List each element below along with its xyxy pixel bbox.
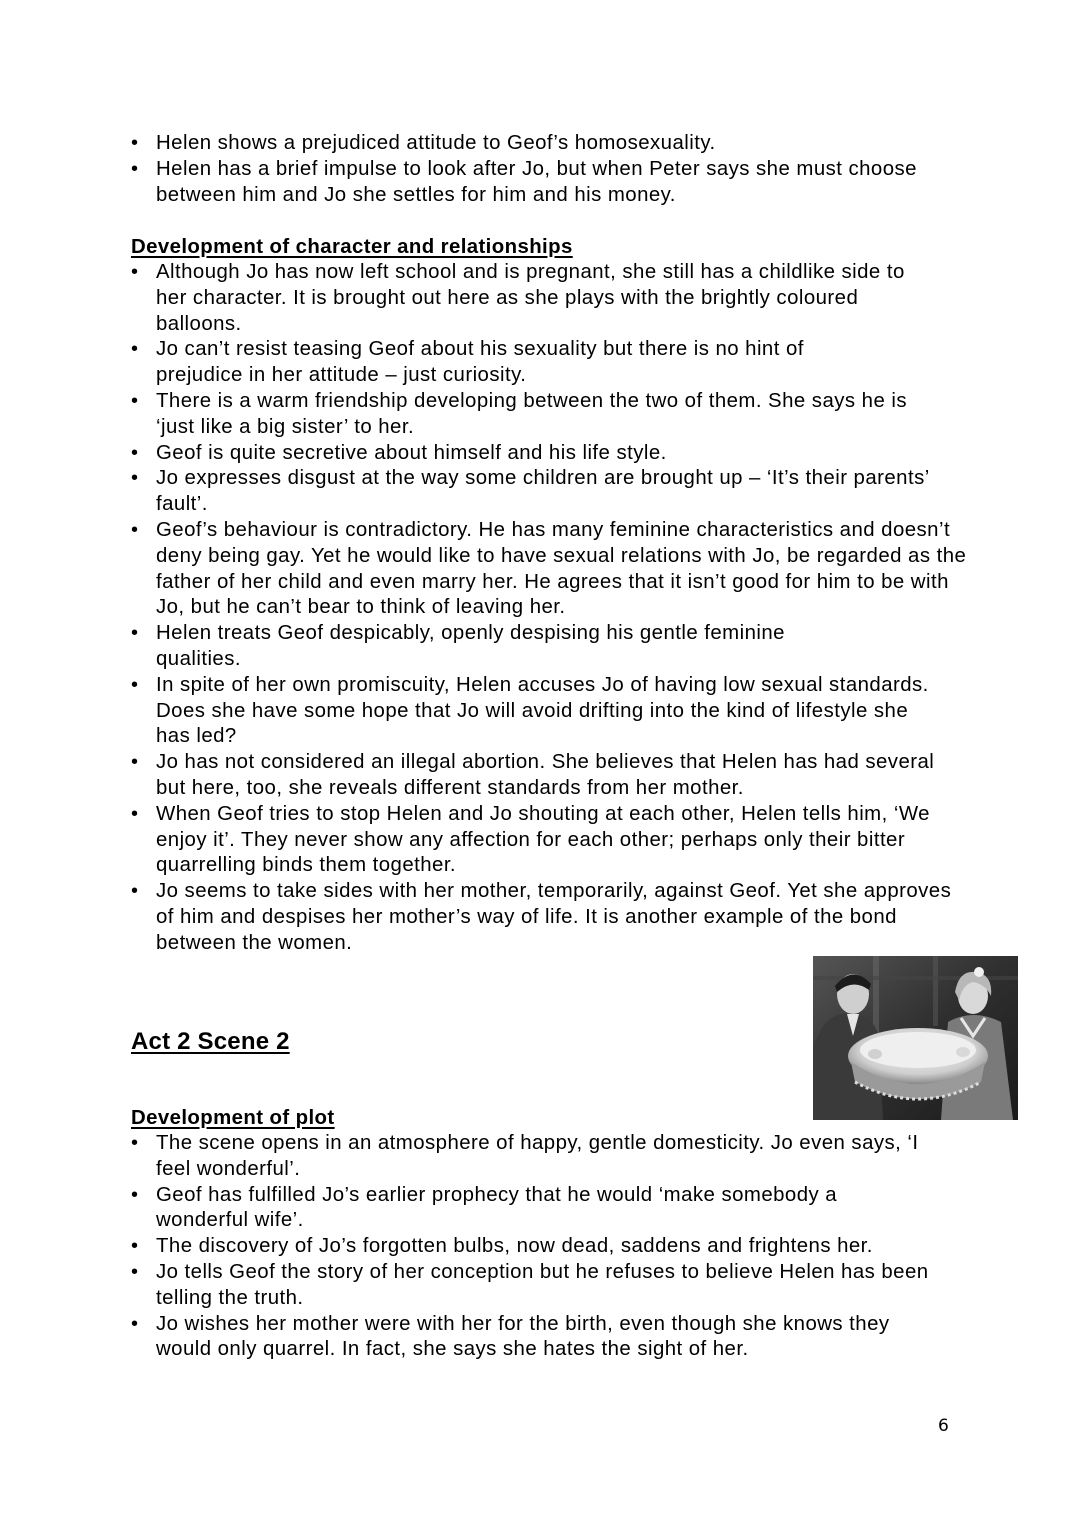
intro-bullet-list (131, 131, 931, 208)
bullet-icon: • (131, 1235, 139, 1258)
list-item (131, 1312, 936, 1364)
bullet-icon: • (131, 880, 139, 903)
list-item (131, 518, 971, 621)
list-item (131, 1234, 926, 1260)
bullet-icon: • (131, 467, 139, 490)
list-item (131, 802, 946, 879)
list-item-text: Helen treats Geof despicably, openly despising his gentle feminine qualities. (156, 622, 785, 670)
list-item-text: Jo seems to take sides with her mother, temporarily, against Geof. Yet she approves of him and despises her mother’s way of life. It is another example of the bond between the women. (156, 880, 952, 954)
bullet-icon: • (131, 441, 139, 464)
list-item (131, 389, 946, 441)
list-item-text: Jo can’t resist teasing Geof about his sexuality but there is no hint of prejudice in her attitude – just curiosity. (156, 338, 804, 387)
list-item-text: Jo tells Geof the story of her conception but he refuses to believe Helen has been telling the truth. (156, 1260, 929, 1309)
list-item-text: The discovery of Jo’s forgotten bulbs, now dead, saddens and frightens her. (156, 1235, 873, 1258)
list-item (131, 157, 931, 209)
list-item (131, 879, 971, 956)
list-item (131, 260, 916, 337)
list-item (131, 1131, 936, 1183)
film-still-image (813, 956, 1018, 1120)
bullet-icon: • (131, 1312, 139, 1335)
list-item (131, 441, 956, 467)
bullet-icon: • (131, 518, 139, 541)
list-item-text: The scene opens in an atmosphere of happy, gentle domesticity. Jo even says, ‘I feel wonderful’. (156, 1132, 919, 1180)
bullet-icon: • (131, 338, 139, 361)
bullet-icon: • (131, 673, 139, 696)
section-heading-plot: Development of plot (131, 1107, 335, 1129)
bullet-icon: • (131, 1132, 139, 1154)
list-item-text: Helen shows a prejudiced attitude to Geof’s homosexuality. (156, 132, 716, 154)
list-item (131, 750, 966, 802)
character-bullet-list (131, 260, 967, 957)
bullet-icon: • (131, 802, 139, 825)
bullet-icon: • (131, 751, 139, 774)
bullet-icon: • (131, 261, 139, 283)
bullet-icon: • (131, 622, 139, 645)
list-item-text: When Geof tries to stop Helen and Jo shouting at each other, Helen tells him, ‘We enjoy it’. They never show any affection for each other; perhaps only their bitter quarrelling binds them together. (156, 802, 930, 877)
bullet-icon: • (131, 389, 139, 412)
list-item-text: Although Jo has now left school and is pregnant, she still has a childlike side to her character. It is brought out here as she plays with the brightly coloured balloons. (156, 261, 905, 335)
bullet-icon: • (131, 1260, 139, 1283)
film-still-illustration (813, 956, 1018, 1120)
bullet-icon: • (131, 157, 139, 180)
list-item (131, 673, 936, 750)
list-item (131, 1260, 931, 1312)
bullet-icon: • (131, 1183, 139, 1206)
bullet-icon: • (131, 132, 139, 154)
list-item-text: Geof has fulfilled Jo’s earlier prophecy that he would ‘make somebody a wonderful wife’. (156, 1183, 838, 1232)
list-item (131, 337, 891, 389)
list-item-text: In spite of her own promiscuity, Helen accuses Jo of having low sexual standards. Does she have some hope that Jo will avoid drifting into the kind of lifestyle she has led? (156, 673, 929, 748)
list-item (131, 131, 931, 157)
page-number: 6 (938, 1416, 949, 1436)
list-item-text: There is a warm friendship developing between the two of them. She says he is ‘just like a big sister’ to her. (156, 389, 907, 438)
list-item-text: Geof’s behaviour is contradictory. He has many feminine characteristics and doesn’t deny being gay. Yet he would like to have sexual relations with Jo, be regarded as the father of her child and even marry her. He agrees that it isn’t good for him to be with Jo, but he can’t bear to think of leaving her. (156, 518, 967, 619)
list-item (131, 1183, 926, 1235)
list-item-text: Jo expresses disgust at the way some children are brought up – ‘It’s their parents’ fault’. (156, 467, 929, 516)
list-item-text: Jo wishes her mother were with her for the birth, even though she knows they would only quarrel. In fact, she says she hates the sight of her. (156, 1312, 890, 1361)
plot-bullet-list (131, 1131, 931, 1363)
list-item (131, 621, 876, 673)
list-item-text: Helen has a brief impulse to look after Jo, but when Peter says she must choose between him and Jo she settles for him and his money. (156, 157, 917, 206)
list-item-text: Geof is quite secretive about himself and his life style. (156, 441, 667, 464)
list-item-text: Jo has not considered an illegal abortion. She believes that Helen has had several but here, too, she reveals different standards from her mother. (156, 751, 935, 799)
act-heading: Act 2 Scene 2 (131, 1028, 290, 1055)
section-heading-character: Development of character and relationships (131, 236, 573, 258)
list-item (131, 466, 956, 518)
